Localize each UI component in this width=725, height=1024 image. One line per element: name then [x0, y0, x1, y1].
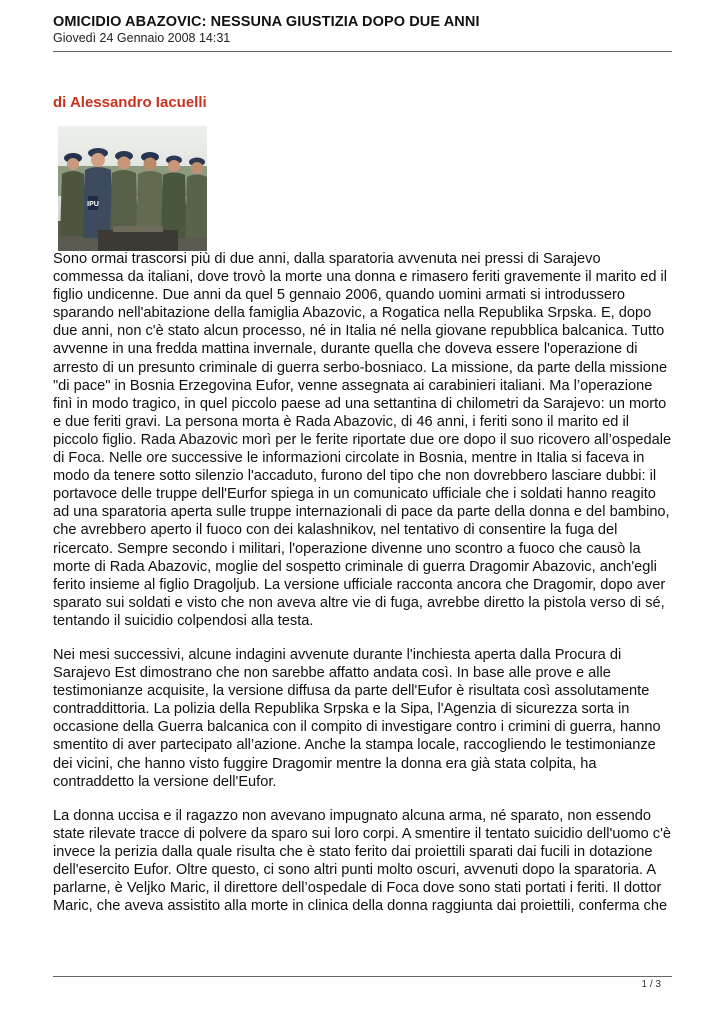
article-date: Giovedì 24 Gennaio 2008 14:31 — [53, 31, 231, 45]
article-body — [53, 250, 675, 931]
article-title: OMICIDIO ABAZOVIC: NESSUNA GIUSTIZIA DOPO DUE ANNI — [53, 14, 480, 30]
article-photo — [58, 126, 207, 251]
article-paragraph: La donna uccisa e il ragazzo non avevano impugnato alcuna arma, né sparato, non essendo state rilevate tracce di polvere da sparo sui loro corpi. A smentire il tentato suicidio dell'uomo c'è invece la perizia dalla quale risulta che è stato ferito dai proiettili sparati dai fucili in dotazione dell'esercito Eufor. Oltre questo, ci sono altri punti molto oscuri, avvenuti dopo la sparatoria. A parlarne, è Veljko Maric, il direttore dell’ospedale di Foca dove sono stati portati i feriti. Il dottor Maric, che aveva assistito alla morte in clinica della donna raggiunta dai proiettili, conferma che — [53, 807, 672, 915]
article-author: di Alessandro Iacuelli — [53, 94, 207, 111]
article-paragraph: Nei mesi successivi, alcune indagini avvenute durante l'inchiesta aperta dalla Procura di Sarajevo Est dimostrano che non sarebbe affatto andata così. In base alle prove e alle testimonianze acquisite, la versione diffusa da parte dell'Eufor è risultata così assolutamente contraddittoria. La polizia della Republika Srpska e la Sipa, l'Agenzia di sicurezza sorta in occasione della Guerra balcanica con il compito di investigare contro i crimini di guerra, hanno smentito di aver partecipato all’azione. Anche la stampa locale, raccogliendo le testimonianze dei vicini, che hanno visto fuggire Dragomir mentre la donna era già stata colpita, ha contraddetto la versione dell'Eufor. — [53, 646, 661, 790]
footer-divider — [53, 976, 672, 977]
page-header — [53, 14, 672, 46]
article-paragraph: Sono ormai trascorsi più di due anni, dalla sparatoria avvenuta nei pressi di Sarajevo commessa da italiani, dove trovò la morte una donna e rimasero feriti gravemente il marito ed il figlio undicenne. Due anni da quel 5 gennaio 2006, quando uomini armati si introdussero sparando nell'abitazione della famiglia Abazovic, a Rogatica nella Republika Srpska. E, dopo due anni, non c'è stato alcun processo, né in Italia né nella giovane repubblica balcanica. Tutto avvenne in una fredda mattina invernale, durante quella che doveva essere l'operazione di arresto di un presunto criminale di guerra serbo-bosniaco. La missione, da parte della missione "di pace" in Bosnia Erzegovina Eufor, venne assegnata ai carabinieri italiani. Ma l’operazione finì in modo tragico, in quel piccolo paese ad una settantina di chilometri da Sarajevo: un morto e due feriti gravi. La persona morta è Rada Abazovic, di 46 anni, i feriti sono il marito ed il piccolo figlio. Rada Abazovic morì per le ferite riportate due ore dopo il suo ricovero all’ospedale di Foca. Nelle ore successive le informazioni circolate in Bosnia, mentre in Italia si faceva in modo da tenere sotto silenzio l'accaduto, furono del tipo che non dovrebbero lasciare dubbi: il portavoce delle truppe dell'Eurfor spiega in un comunicato ufficiale che i soldati hanno reagito ad una sparatoria aperta sulle truppe internazionali di pace da parte della donna e del bambino, che avrebbero aperto il fuoco con dei kalashnikov, nel tentativo di consentire la fuga del ricercato. Sempre secondo i militari, l'operazione divenne uno scontro a fuoco che causò la morte di Rada Abazovic, moglie del sospetto criminale di guerra Dragomir Abazovic, anch'egli ferito insieme al figlio Dragoljub. La versione ufficiale racconta ancora che Dragomir, dopo aver sparato sui soldati e visto che non aveva altre vie di fuga, avrebbe diretto la pistola verso di sé, tentando il suicidio colpendosi alla testa. — [53, 251, 672, 629]
header-divider — [53, 51, 672, 52]
ipu-patch-label: IPU — [87, 201, 99, 208]
page-number: 1 / 3 — [641, 979, 661, 990]
